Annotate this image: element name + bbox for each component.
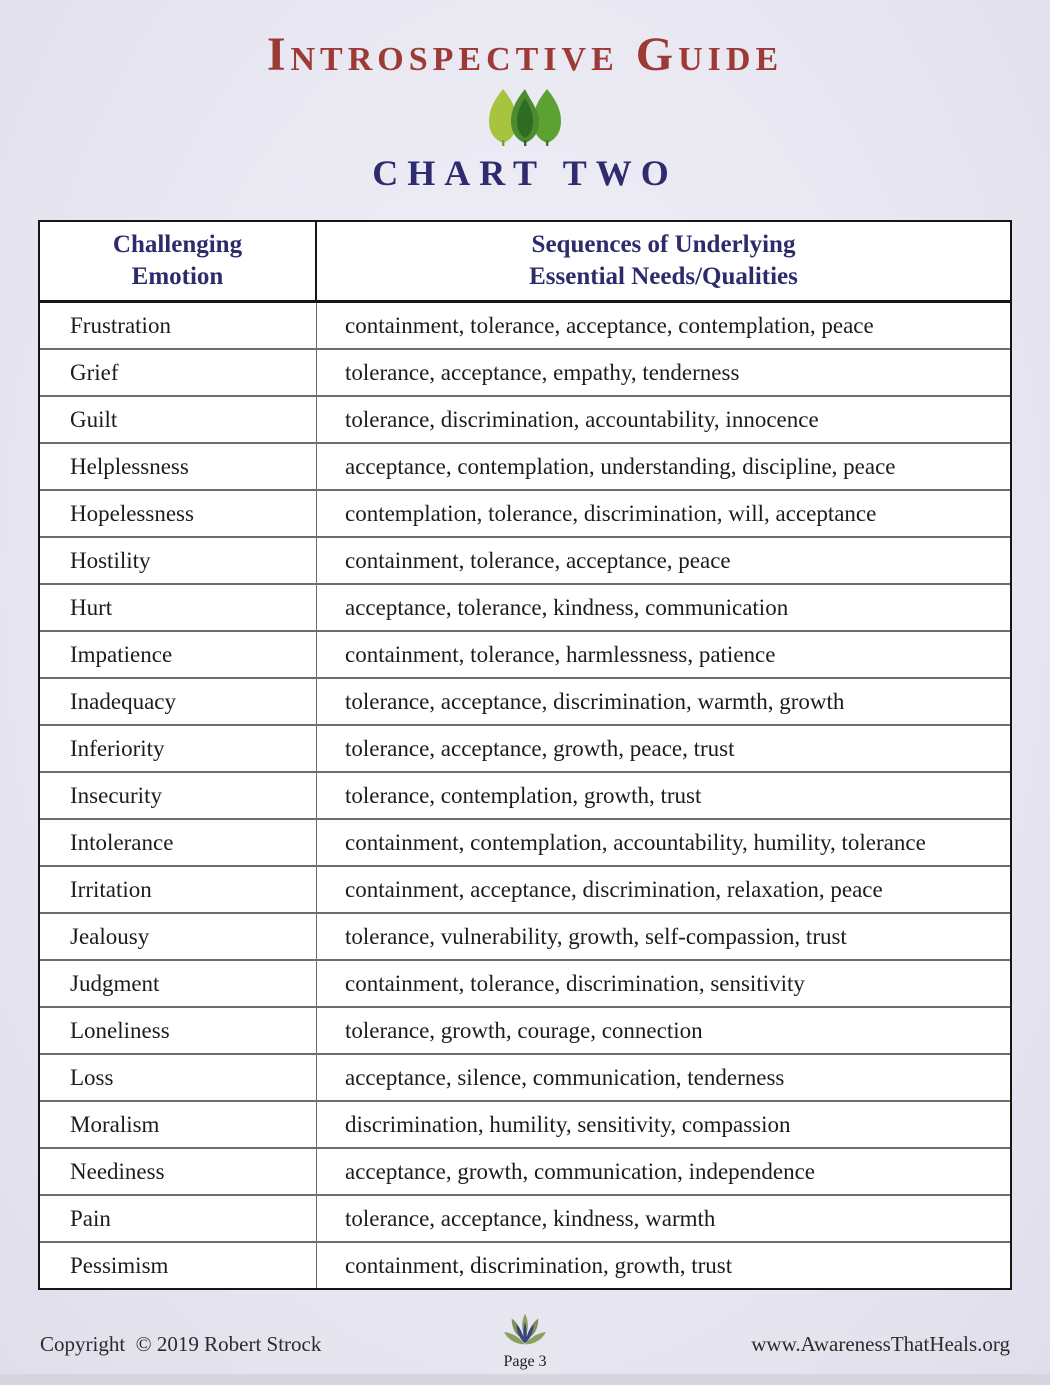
emotion-cell: Frustration [40, 303, 317, 348]
column-header-needs [317, 222, 1010, 300]
table-row [40, 397, 1010, 444]
page-number: Page 3 [503, 1353, 547, 1370]
table-row [40, 538, 1010, 585]
table-row [40, 303, 1010, 350]
emotion-cell: Inferiority [40, 726, 317, 771]
emotions-table [38, 220, 1012, 1290]
table-row [40, 1102, 1010, 1149]
page-title: Introspective Guide [266, 28, 784, 81]
page-header [0, 0, 1050, 194]
table-row [40, 444, 1010, 491]
page-bottom-edge [0, 1374, 1050, 1385]
table-row [40, 1008, 1010, 1055]
emotion-cell: Inadequacy [40, 679, 317, 724]
needs-cell: acceptance, contemplation, understanding, discipline, peace [345, 453, 896, 479]
table-row [40, 820, 1010, 867]
emotion-cell: Moralism [40, 1102, 317, 1147]
table-row [40, 1196, 1010, 1243]
emotion-cell: Hopelessness [40, 491, 317, 536]
column-header-emotion-line2: Emotion [131, 263, 224, 290]
emotion-cell: Irritation [40, 867, 317, 912]
needs-cell: contemplation, tolerance, discrimination, will, acceptance [345, 500, 877, 526]
needs-cell: containment, tolerance, harmlessness, patience [345, 641, 776, 667]
emotion-cell: Neediness [40, 1149, 317, 1194]
emotion-cell: Insecurity [40, 773, 317, 818]
table-body [40, 303, 1010, 1288]
emotion-cell: Intolerance [40, 820, 317, 865]
table-row [40, 726, 1010, 773]
table-row [40, 961, 1010, 1008]
emotion-cell: Loneliness [40, 1008, 317, 1053]
needs-cell: acceptance, growth, communication, independence [345, 1158, 816, 1184]
footer-center [502, 1312, 548, 1371]
needs-cell: tolerance, growth, courage, connection [345, 1017, 703, 1043]
needs-cell: tolerance, acceptance, discrimination, warmth, growth [345, 688, 845, 714]
emotion-cell: Hurt [40, 585, 317, 630]
emotion-cell: Grief [40, 350, 317, 395]
emotion-cell: Impatience [40, 632, 317, 677]
emotion-cell: Hostility [40, 538, 317, 583]
table-row [40, 773, 1010, 820]
needs-cell: containment, acceptance, discrimination, relaxation, peace [345, 876, 883, 902]
table-row [40, 1149, 1010, 1196]
table-row [40, 679, 1010, 726]
needs-cell: tolerance, acceptance, empathy, tenderness [345, 359, 740, 385]
emotion-cell: Guilt [40, 397, 317, 442]
column-header-emotion-line1: Challenging [112, 230, 243, 258]
column-header-needs-line1: Sequences of Underlying [531, 230, 796, 258]
copyright-text: Copyright © 2019 Robert Strock [40, 1332, 322, 1356]
table-row [40, 632, 1010, 679]
needs-cell: tolerance, discrimination, accountability, innocence [345, 406, 819, 432]
needs-cell: containment, tolerance, acceptance, contemplation, peace [345, 312, 874, 338]
table-header-row [40, 222, 1010, 303]
emotion-cell: Helplessness [40, 444, 317, 489]
emotion-cell: Pain [40, 1196, 317, 1241]
emotion-cell: Loss [40, 1055, 317, 1100]
table-row [40, 350, 1010, 397]
table-row [40, 491, 1010, 538]
table-row [40, 585, 1010, 632]
needs-cell: tolerance, acceptance, kindness, warmth [345, 1205, 716, 1231]
chart-subtitle: CHART TWO [372, 153, 678, 193]
column-header-emotion [40, 222, 317, 300]
table-row [40, 914, 1010, 961]
needs-cell: acceptance, silence, communication, tenderness [345, 1064, 785, 1090]
website-text: www.AwarenessThatHeals.org [751, 1332, 1010, 1356]
needs-cell: containment, tolerance, discrimination, sensitivity [345, 970, 805, 996]
table-row [40, 1055, 1010, 1102]
emotion-cell: Judgment [40, 961, 317, 1006]
lotus-icon [502, 1312, 548, 1355]
needs-cell: tolerance, acceptance, growth, peace, trust [345, 735, 735, 761]
needs-cell: containment, discrimination, growth, trust [345, 1252, 733, 1278]
emotion-cell: Pessimism [40, 1243, 317, 1288]
needs-cell: discrimination, humility, sensitivity, compassion [345, 1111, 791, 1137]
needs-cell: tolerance, vulnerability, growth, self-compassion, trust [345, 923, 847, 949]
column-header-needs-line2: Essential Needs/Qualities [529, 263, 798, 290]
needs-cell: containment, contemplation, accountability, humility, tolerance [345, 829, 926, 855]
table-row [40, 1243, 1010, 1288]
three-leaves-icon [0, 88, 1050, 146]
needs-cell: acceptance, tolerance, kindness, communication [345, 594, 789, 620]
emotion-cell: Jealousy [40, 914, 317, 959]
needs-cell: tolerance, contemplation, growth, trust [345, 782, 702, 808]
needs-cell: containment, tolerance, acceptance, peace [345, 547, 731, 573]
table-row [40, 867, 1010, 914]
